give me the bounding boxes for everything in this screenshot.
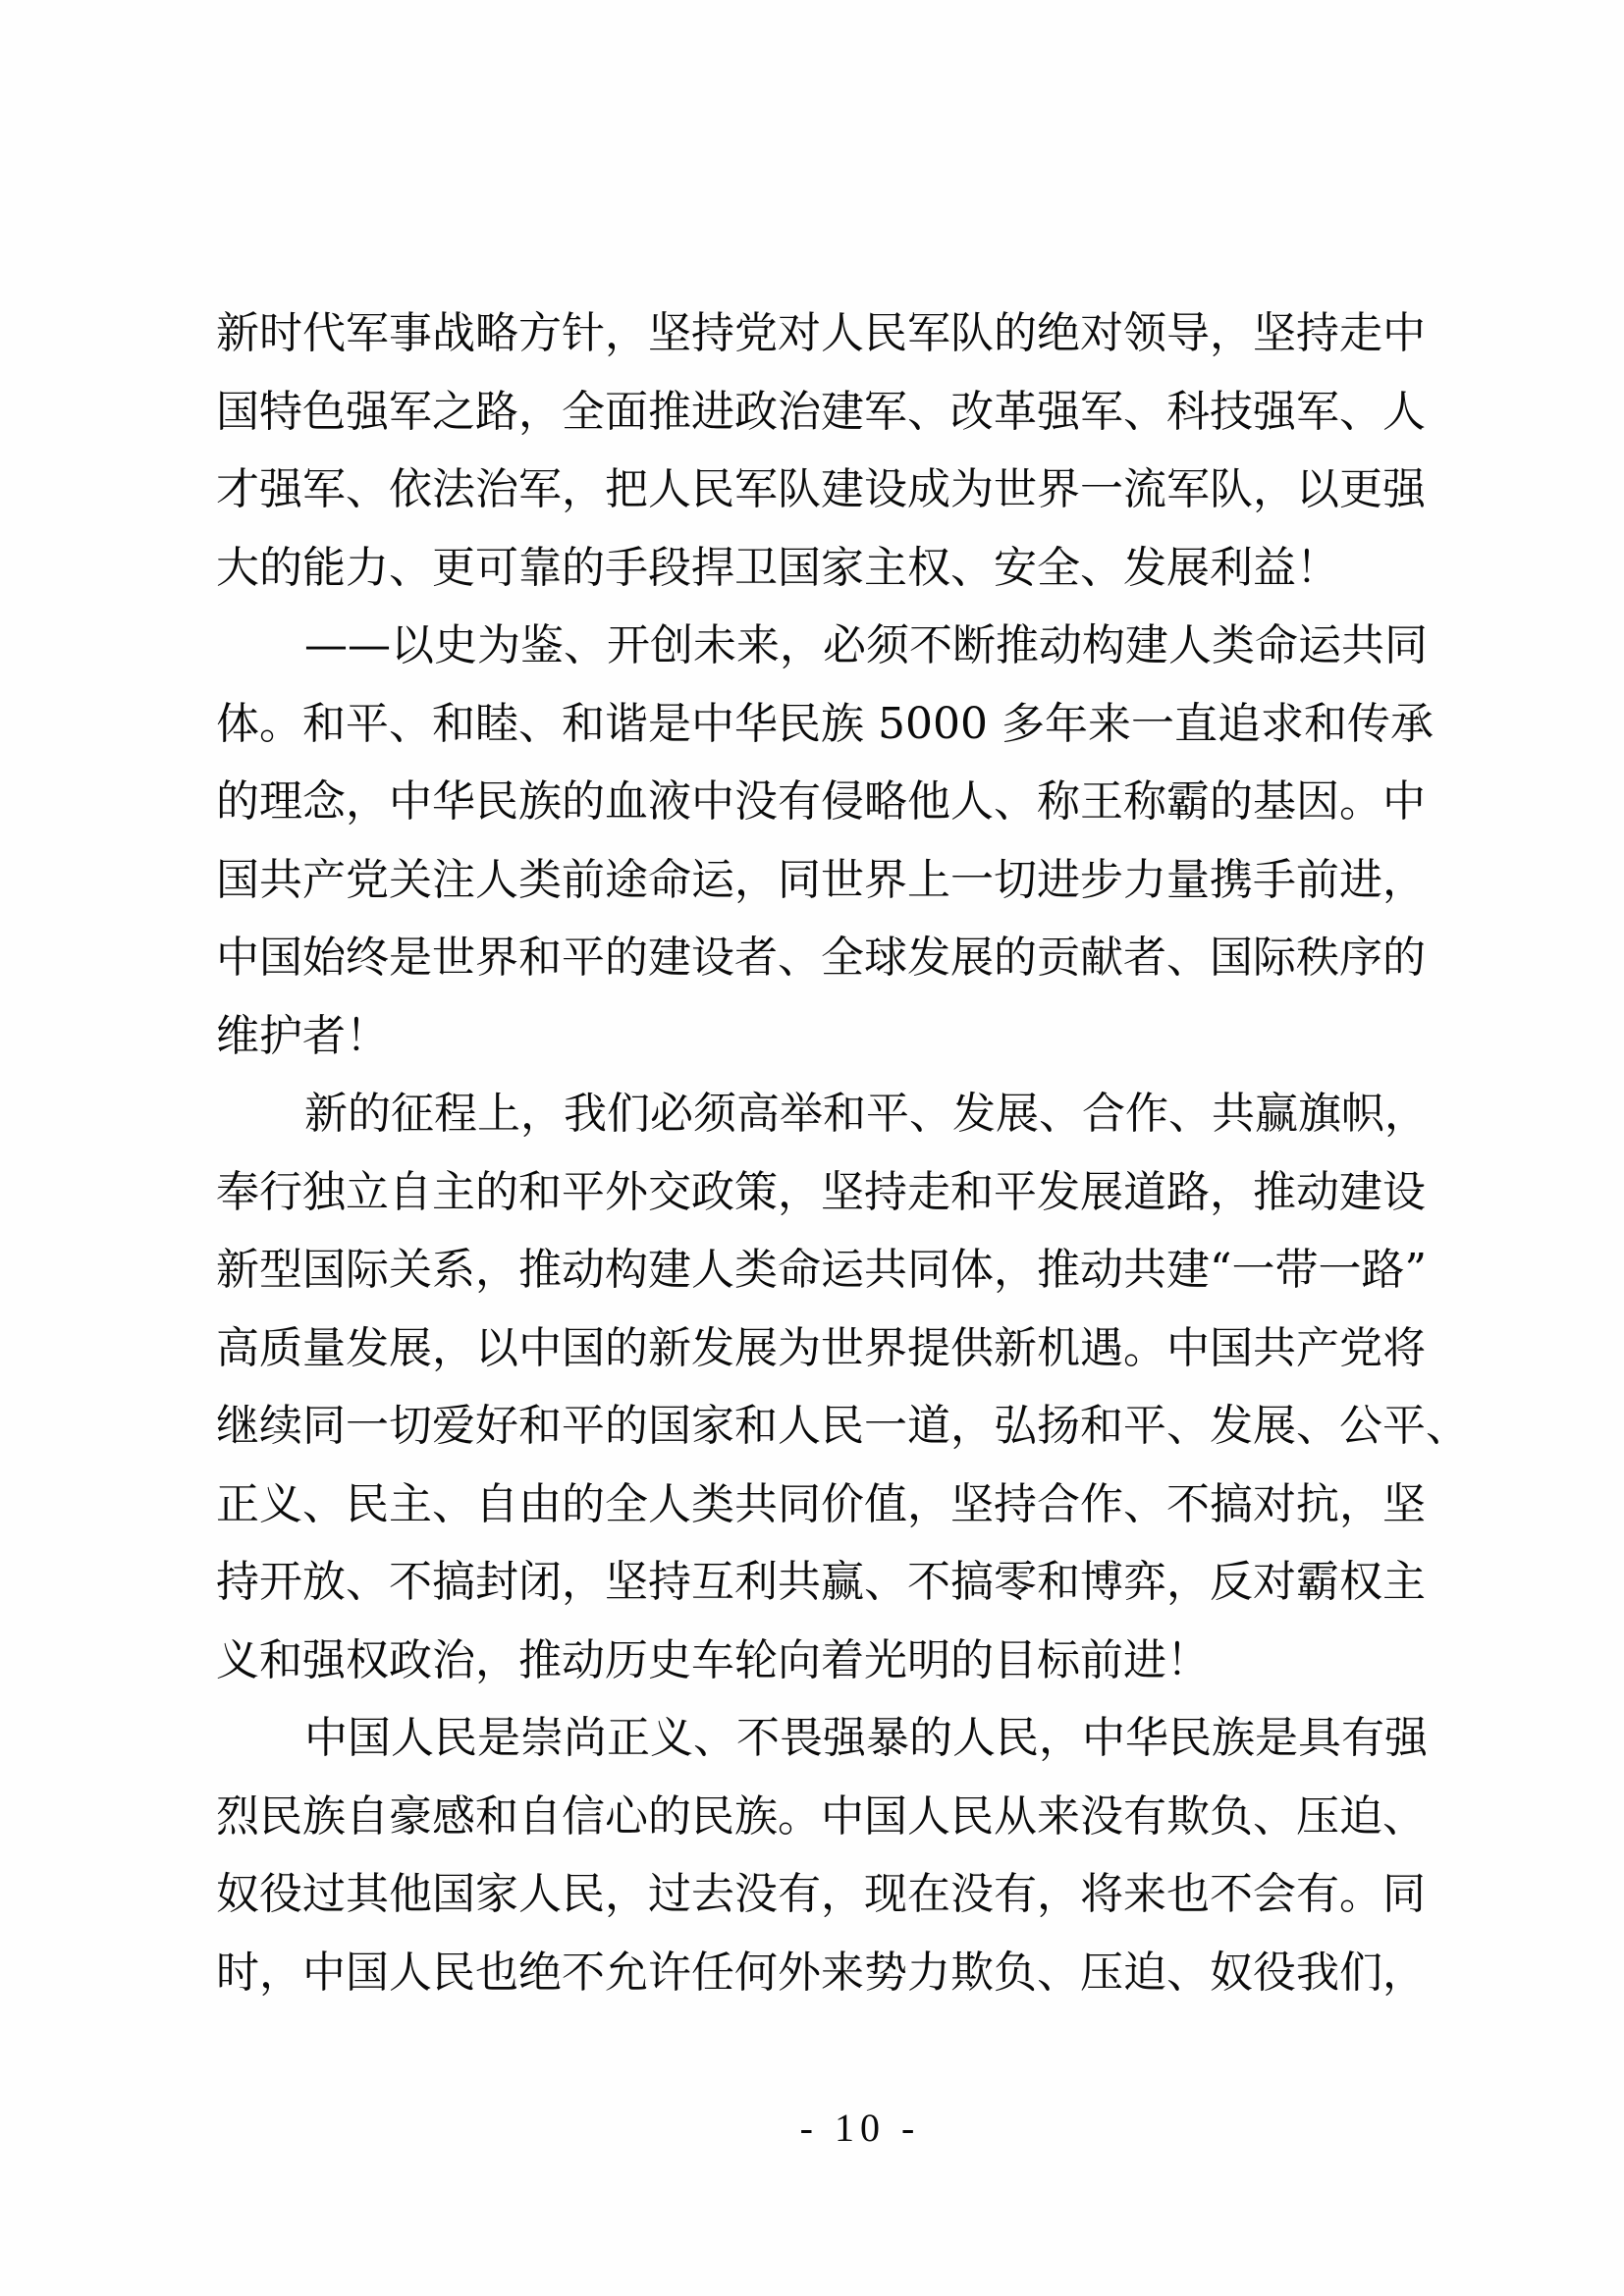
text-line: 继续同一切爱好和平的国家和人民一道，弘扬和平、发展、公平、 (216, 1401, 1469, 1451)
text-line: 大的能力、更可靠的手段捍卫国家主权、安全、发展利益！ (216, 542, 1339, 593)
text-line: 新时代军事战略方针，坚持党对人民军队的绝对领导，坚持走中 (216, 308, 1426, 358)
text-line: 持开放、不搞封闭，坚持互利共赢、不搞零和博弈，反对霸权主 (216, 1557, 1426, 1607)
text-line: 维护者！ (216, 1010, 389, 1061)
text-line: 时，中国人民也绝不允许任何外来势力欺负、压迫、奴役我们， (216, 1947, 1426, 1998)
text-line: 中国人民是崇尚正义、不畏强暴的人民，中华民族是具有强 (304, 1713, 1428, 1763)
text-line: 烈民族自豪感和自信心的民族。中国人民从来没有欺负、压迫、 (216, 1790, 1426, 1842)
text-line: 新型国际关系，推动构建人类命运共同体，推动共建“一带一路” (216, 1245, 1427, 1295)
text-line: ——以史为鉴、开创未来，必须不断推动构建人类命运共同 (304, 620, 1428, 670)
paragraph-new-journey (216, 1075, 1469, 1699)
text-line: 高质量发展，以中国的新发展为世界提供新机遇。中国共产党将 (216, 1322, 1426, 1373)
text-line: 体。和平、和睦、和谐是中华民族 5000 多年来一直追求和传承 (216, 698, 1434, 749)
paragraph-history-mirror (216, 607, 1434, 1075)
text-line: 的理念，中华民族的血液中没有侵略他人、称王称霸的基因。中 (216, 776, 1426, 827)
text-line: 才强军、依法治军，把人民军队建设成为世界一流军队，以更强 (216, 464, 1426, 514)
text-line: 新的征程上，我们必须高举和平、发展、合作、共赢旗帜， (304, 1089, 1428, 1139)
body-text (216, 294, 1469, 2011)
paragraph-chinese-people (216, 1699, 1426, 2011)
paragraph-continued (216, 294, 1426, 607)
text-line: 中国始终是世界和平的建设者、全球发展的贡献者、国际秩序的 (216, 933, 1426, 983)
text-line: 正义、民主、自由的全人类共同价值，坚持合作、不搞对抗，坚 (216, 1478, 1426, 1529)
text-line: 义和强权政治，推动历史车轮向着光明的目标前进！ (216, 1634, 1210, 1685)
text-line: 国特色强军之路，全面推进政治建军、改革强军、科技强军、人 (216, 386, 1426, 437)
text-line: 奉行独立自主的和平外交政策，坚持走和平发展道路，推动建设 (216, 1166, 1426, 1217)
text-line: 奴役过其他国家人民，过去没有，现在没有，将来也不会有。同 (216, 1869, 1426, 1919)
page-number: - 10 - (799, 2106, 921, 2150)
text-line: 国共产党关注人类前途命运，同世界上一切进步力量携手前进， (216, 854, 1426, 905)
